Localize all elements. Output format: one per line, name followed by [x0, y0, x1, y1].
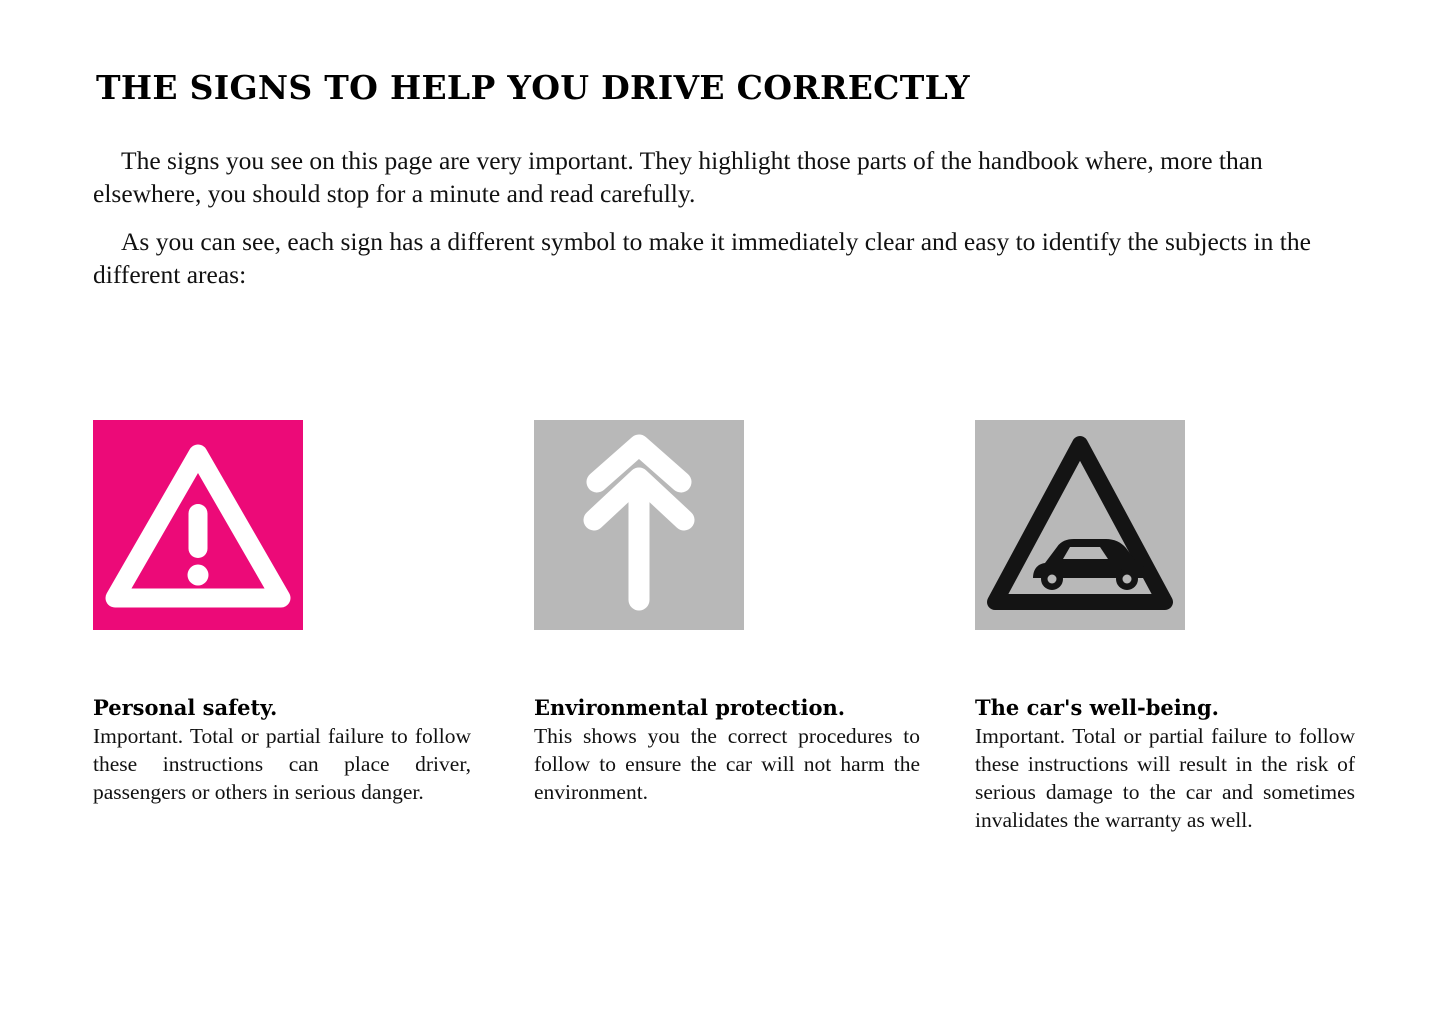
intro-paragraph-2: As you can see, each sign has a different symbol to make it immediately clear and easy to identify the subjects in the different areas:: [93, 227, 1311, 289]
intro-paragraph-1: The signs you see on this page are very important. They highlight those parts of the handbook where, more than elsewhere, you should stop for a minute and read carefully.: [93, 146, 1263, 208]
sign-card-body: This shows you the correct procedures to follow to ensure the car will not harm the environment.: [534, 724, 920, 804]
car-in-triangle-icon: [975, 420, 1185, 630]
sign-card-personal-safety: [93, 420, 471, 835]
intro-text-block: [93, 145, 1353, 308]
sign-card-heading: The car's well-being.: [975, 695, 1219, 720]
warning-triangle-exclamation-icon: [93, 420, 303, 630]
sign-card-car-wellbeing: [975, 420, 1353, 835]
sign-card-heading: Environmental protection.: [534, 695, 846, 720]
sign-card-text: [975, 695, 1355, 835]
sign-card-heading: Personal safety.: [93, 695, 278, 720]
sign-card-body: Important. Total or partial failure to follow these instructions can place driver, passengers or others in serious danger.: [93, 724, 471, 804]
sign-card-environmental-protection: [534, 420, 920, 835]
page-title: THE SIGNS TO HELP YOU DRIVE CORRECTLY: [96, 68, 970, 108]
sign-card-text: [93, 695, 471, 807]
tree-arrow-environment-icon: [534, 420, 744, 630]
sign-card-text: [534, 695, 920, 807]
sign-cards-row: [93, 420, 1358, 835]
sign-card-body: Important. Total or partial failure to follow these instructions will result in the risk of serious damage to the car and sometimes invalidates the warranty as well.: [975, 724, 1355, 832]
